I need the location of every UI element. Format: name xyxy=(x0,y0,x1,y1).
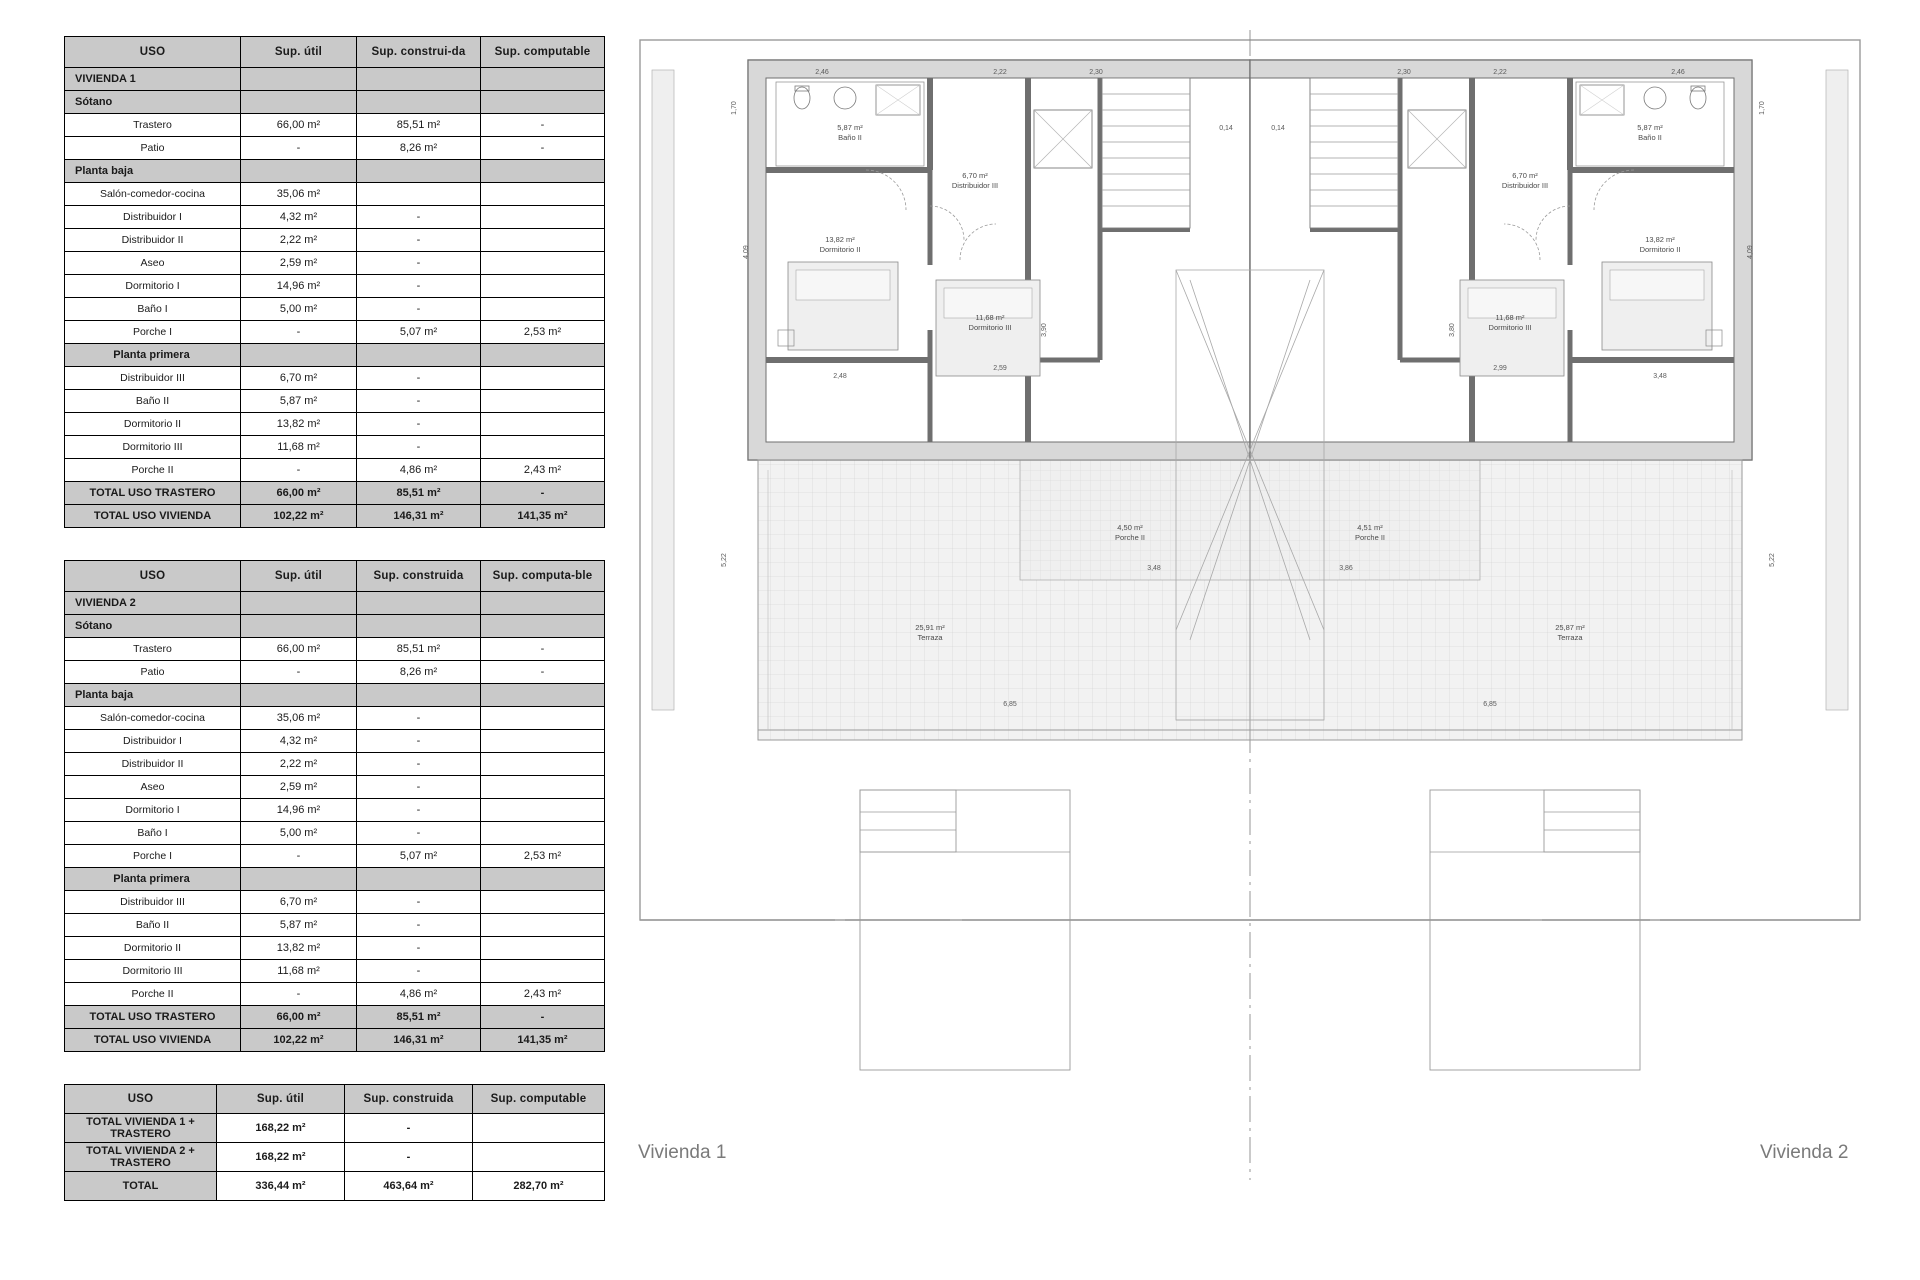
cell: 2,59 m² xyxy=(241,776,357,799)
cell: 14,96 m² xyxy=(241,799,357,822)
cell: - xyxy=(345,1114,473,1143)
room-label-terraza-right: Terraza xyxy=(1557,633,1583,642)
row-label: TOTAL VIVIENDA 2 + TRASTERO xyxy=(65,1143,217,1172)
cell xyxy=(357,183,481,206)
cell: 66,00 m² xyxy=(241,482,357,505)
cell: 2,22 m² xyxy=(241,753,357,776)
row-label: Porche II xyxy=(65,459,241,482)
table-row xyxy=(65,321,605,344)
table-row xyxy=(65,776,605,799)
svg-text:0,14: 0,14 xyxy=(1271,125,1285,132)
cell: 5,07 m² xyxy=(357,321,481,344)
row-label: Dormitorio II xyxy=(65,413,241,436)
cell xyxy=(357,344,481,367)
table-row xyxy=(65,229,605,252)
room-area-dormitorio-iii-right: 11,68 m² xyxy=(1495,313,1525,322)
table-row xyxy=(65,1114,605,1143)
cell: 4,32 m² xyxy=(241,206,357,229)
cell xyxy=(481,753,605,776)
cell: 6,70 m² xyxy=(241,891,357,914)
col-header-sup-construida: Sup. construida xyxy=(357,561,481,592)
cell xyxy=(481,252,605,275)
svg-text:1,70: 1,70 xyxy=(731,101,738,115)
cell: 85,51 m² xyxy=(357,114,481,137)
svg-text:1,70: 1,70 xyxy=(1759,101,1766,115)
row-label: Planta primera xyxy=(65,868,241,891)
cell: - xyxy=(357,822,481,845)
row-label: Trastero xyxy=(65,638,241,661)
cell xyxy=(481,229,605,252)
row-label: Porche I xyxy=(65,845,241,868)
cell: - xyxy=(345,1143,473,1172)
row-label: Distribuidor I xyxy=(65,206,241,229)
cell: - xyxy=(357,707,481,730)
row-label: TOTAL USO TRASTERO xyxy=(65,1006,241,1029)
cell: 102,22 m² xyxy=(241,505,357,528)
cell: 35,06 m² xyxy=(241,707,357,730)
row-label: VIVIENDA 2 xyxy=(65,592,241,615)
room-area-dormitorio-ii-right: 13,82 m² xyxy=(1645,235,1675,244)
cell: - xyxy=(357,960,481,983)
row-label: Baño I xyxy=(65,822,241,845)
cell xyxy=(481,68,605,91)
cell: 11,68 m² xyxy=(241,960,357,983)
cell: - xyxy=(357,436,481,459)
cell: - xyxy=(241,459,357,482)
table-row xyxy=(65,592,605,615)
cell: - xyxy=(357,390,481,413)
surface-tables-column xyxy=(64,36,604,1233)
col-header-uso: USO xyxy=(65,1085,217,1114)
table-row xyxy=(65,160,605,183)
cell xyxy=(481,183,605,206)
table-row xyxy=(65,983,605,1006)
cell xyxy=(241,615,357,638)
cell: - xyxy=(357,298,481,321)
cell xyxy=(481,730,605,753)
svg-text:2,46: 2,46 xyxy=(815,69,829,76)
room-area-bano-ii-left: 5,87 m² xyxy=(837,123,863,132)
room-area-dormitorio-iii-left: 11,68 m² xyxy=(975,313,1005,322)
cell xyxy=(481,367,605,390)
cell: 2,53 m² xyxy=(481,321,605,344)
cell: 146,31 m² xyxy=(357,1029,481,1052)
room-label-bano-ii-left: Baño II xyxy=(838,133,862,142)
row-label: Distribuidor II xyxy=(65,229,241,252)
room-area-terraza-left: 25,91 m² xyxy=(915,623,945,632)
cell: 168,22 m² xyxy=(217,1114,345,1143)
table-row xyxy=(65,275,605,298)
svg-text:3,86: 3,86 xyxy=(1339,565,1353,572)
table-row xyxy=(65,390,605,413)
table-row xyxy=(65,298,605,321)
cell: - xyxy=(241,137,357,160)
col-header-sup-util: Sup. útil xyxy=(241,561,357,592)
cell: - xyxy=(241,321,357,344)
row-label: Baño II xyxy=(65,390,241,413)
table-vivienda-1 xyxy=(64,36,605,528)
row-label: Dormitorio III xyxy=(65,436,241,459)
svg-text:4,09: 4,09 xyxy=(1747,245,1754,259)
svg-text:2,99: 2,99 xyxy=(1493,365,1507,372)
svg-text:6,85: 6,85 xyxy=(1483,701,1497,708)
row-label: Distribuidor II xyxy=(65,753,241,776)
col-header-sup-construida: Sup. construida xyxy=(345,1085,473,1114)
cell: 5,87 m² xyxy=(241,914,357,937)
col-header-sup-computable: Sup. computable xyxy=(473,1085,605,1114)
cell: 4,86 m² xyxy=(357,459,481,482)
cell xyxy=(481,891,605,914)
cell xyxy=(481,298,605,321)
table-row xyxy=(65,615,605,638)
cell: - xyxy=(357,799,481,822)
row-label: Sótano xyxy=(65,615,241,638)
table-row xyxy=(65,661,605,684)
svg-text:3,48: 3,48 xyxy=(1147,565,1161,572)
row-label: TOTAL xyxy=(65,1172,217,1201)
room-label-distribuidor-iii-left: Distribuidor III xyxy=(951,181,999,190)
cell: 2,59 m² xyxy=(241,252,357,275)
col-header-sup-computable: Sup. computa-ble xyxy=(481,561,605,592)
table-row xyxy=(65,206,605,229)
cell xyxy=(481,413,605,436)
row-label: Sótano xyxy=(65,91,241,114)
cell: 13,82 m² xyxy=(241,413,357,436)
row-label: Patio xyxy=(65,137,241,160)
room-label-dormitorio-iii-right: Dormitorio III xyxy=(1488,323,1532,332)
svg-text:2,48: 2,48 xyxy=(833,373,847,380)
cell: - xyxy=(357,730,481,753)
row-label: Distribuidor I xyxy=(65,730,241,753)
cell: 2,22 m² xyxy=(241,229,357,252)
table-row xyxy=(65,914,605,937)
table-row xyxy=(65,482,605,505)
room-label-bano-ii-right: Baño II xyxy=(1638,133,1662,142)
row-label: Porche I xyxy=(65,321,241,344)
cell xyxy=(481,960,605,983)
cell: - xyxy=(241,661,357,684)
row-label: Porche II xyxy=(65,983,241,1006)
cell: - xyxy=(357,937,481,960)
cell: 85,51 m² xyxy=(357,1006,481,1029)
floor-plan-drawing xyxy=(630,30,1870,1180)
cell: - xyxy=(357,891,481,914)
room-label-distribuidor-iii-right: Distribuidor III xyxy=(1501,181,1549,190)
cell: 5,00 m² xyxy=(241,298,357,321)
cell: 13,82 m² xyxy=(241,937,357,960)
cell: 6,70 m² xyxy=(241,367,357,390)
table-row xyxy=(65,730,605,753)
row-label: TOTAL USO VIVIENDA xyxy=(65,505,241,528)
table-row xyxy=(65,68,605,91)
svg-text:2,22: 2,22 xyxy=(993,69,1007,76)
cell: - xyxy=(481,137,605,160)
row-label: VIVIENDA 1 xyxy=(65,68,241,91)
row-label: Aseo xyxy=(65,252,241,275)
svg-text:5,22: 5,22 xyxy=(721,553,728,567)
cell xyxy=(481,275,605,298)
cell: - xyxy=(481,638,605,661)
cell xyxy=(481,799,605,822)
cell xyxy=(481,592,605,615)
table-row xyxy=(65,1029,605,1052)
col-header-sup-util: Sup. útil xyxy=(241,37,357,68)
table-row xyxy=(65,183,605,206)
table-row xyxy=(65,684,605,707)
table-row xyxy=(65,799,605,822)
table-row xyxy=(65,505,605,528)
cell xyxy=(481,615,605,638)
room-label-dormitorio-ii-left: Dormitorio II xyxy=(819,245,861,254)
cell: - xyxy=(481,482,605,505)
cell xyxy=(357,592,481,615)
cell: - xyxy=(241,845,357,868)
cell: 2,43 m² xyxy=(481,459,605,482)
cell xyxy=(241,160,357,183)
svg-text:2,59: 2,59 xyxy=(993,365,1007,372)
table-header-row xyxy=(65,1085,605,1114)
cell: 5,87 m² xyxy=(241,390,357,413)
room-area-porche-ii-right: 4,51 m² xyxy=(1357,523,1383,532)
row-label: Patio xyxy=(65,661,241,684)
row-label: Salón-comedor-cocina xyxy=(65,707,241,730)
table-header-row xyxy=(65,561,605,592)
room-area-porche-ii-left: 4,50 m² xyxy=(1117,523,1143,532)
cell xyxy=(241,868,357,891)
cell xyxy=(481,776,605,799)
row-label: Trastero xyxy=(65,114,241,137)
row-label: Baño II xyxy=(65,914,241,937)
cell: 146,31 m² xyxy=(357,505,481,528)
cell xyxy=(357,68,481,91)
row-label: Planta primera xyxy=(65,344,241,367)
cell: - xyxy=(357,753,481,776)
svg-text:3,80: 3,80 xyxy=(1449,323,1456,337)
cell: 4,86 m² xyxy=(357,983,481,1006)
cell: - xyxy=(357,229,481,252)
cell: - xyxy=(241,983,357,1006)
room-label-dormitorio-iii-left: Dormitorio III xyxy=(968,323,1012,332)
table-header-row xyxy=(65,37,605,68)
cell xyxy=(357,868,481,891)
cell xyxy=(481,707,605,730)
col-header-sup-computable: Sup. computable xyxy=(481,37,605,68)
cell xyxy=(481,937,605,960)
cell: 282,70 m² xyxy=(473,1172,605,1201)
table-row xyxy=(65,868,605,891)
row-label: Dormitorio I xyxy=(65,799,241,822)
cell: 66,00 m² xyxy=(241,1006,357,1029)
cell: 168,22 m² xyxy=(217,1143,345,1172)
table-row xyxy=(65,937,605,960)
table-row xyxy=(65,137,605,160)
svg-text:6,85: 6,85 xyxy=(1003,701,1017,708)
cell xyxy=(481,344,605,367)
table-row xyxy=(65,114,605,137)
cell: 66,00 m² xyxy=(241,114,357,137)
svg-text:4,09: 4,09 xyxy=(743,245,750,259)
svg-text:3,90: 3,90 xyxy=(1041,323,1048,337)
table-row xyxy=(65,891,605,914)
cell: 463,64 m² xyxy=(345,1172,473,1201)
plan-label-vivienda-2: Vivienda 2 xyxy=(1760,1142,1849,1163)
room-label-porche-ii-left: Porche II xyxy=(1114,533,1146,542)
cell: - xyxy=(357,914,481,937)
cell xyxy=(357,684,481,707)
cell xyxy=(481,822,605,845)
plan-label-vivienda-1: Vivienda 1 xyxy=(638,1142,727,1163)
cell xyxy=(481,206,605,229)
cell: 5,00 m² xyxy=(241,822,357,845)
cell: - xyxy=(481,661,605,684)
cell xyxy=(357,160,481,183)
cell: 85,51 m² xyxy=(357,638,481,661)
cell xyxy=(481,390,605,413)
table-totales xyxy=(64,1084,605,1201)
row-label: Planta baja xyxy=(65,160,241,183)
cell xyxy=(473,1143,605,1172)
cell xyxy=(481,91,605,114)
cell: 4,32 m² xyxy=(241,730,357,753)
table-row xyxy=(65,845,605,868)
row-label: Distribuidor III xyxy=(65,891,241,914)
row-label: TOTAL VIVIENDA 1 + TRASTERO xyxy=(65,1114,217,1143)
table-row xyxy=(65,413,605,436)
cell: 11,68 m² xyxy=(241,436,357,459)
cell: 8,26 m² xyxy=(357,661,481,684)
cell: - xyxy=(481,1006,605,1029)
svg-text:5,22: 5,22 xyxy=(1769,553,1776,567)
table-row xyxy=(65,707,605,730)
cell: - xyxy=(357,413,481,436)
table-row xyxy=(65,459,605,482)
room-area-dormitorio-ii-left: 13,82 m² xyxy=(825,235,855,244)
row-label: Aseo xyxy=(65,776,241,799)
row-label: Baño I xyxy=(65,298,241,321)
room-area-terraza-right: 25,87 m² xyxy=(1555,623,1585,632)
table-row xyxy=(65,822,605,845)
table-vivienda-2 xyxy=(64,560,605,1052)
table-row xyxy=(65,367,605,390)
svg-text:2,30: 2,30 xyxy=(1089,69,1103,76)
cell: 66,00 m² xyxy=(241,638,357,661)
room-area-bano-ii-right: 5,87 m² xyxy=(1637,123,1663,132)
cell xyxy=(357,615,481,638)
row-label: TOTAL USO TRASTERO xyxy=(65,482,241,505)
svg-text:3,48: 3,48 xyxy=(1653,373,1667,380)
row-label: Planta baja xyxy=(65,684,241,707)
table-row xyxy=(65,638,605,661)
cell: 85,51 m² xyxy=(357,482,481,505)
cell: 2,53 m² xyxy=(481,845,605,868)
row-label: Dormitorio I xyxy=(65,275,241,298)
cell xyxy=(241,344,357,367)
cell xyxy=(481,868,605,891)
table-row xyxy=(65,1172,605,1201)
cell: - xyxy=(481,114,605,137)
cell xyxy=(241,91,357,114)
cell: 8,26 m² xyxy=(357,137,481,160)
col-header-uso: USO xyxy=(65,561,241,592)
cell: - xyxy=(357,275,481,298)
table-row xyxy=(65,252,605,275)
row-label: Salón-comedor-cocina xyxy=(65,183,241,206)
cell: 5,07 m² xyxy=(357,845,481,868)
cell xyxy=(481,436,605,459)
cell: 35,06 m² xyxy=(241,183,357,206)
cell: 2,43 m² xyxy=(481,983,605,1006)
svg-text:2,30: 2,30 xyxy=(1397,69,1411,76)
cell xyxy=(481,684,605,707)
svg-text:2,22: 2,22 xyxy=(1493,69,1507,76)
table-row xyxy=(65,753,605,776)
cell: 14,96 m² xyxy=(241,275,357,298)
cell xyxy=(473,1114,605,1143)
room-area-distribuidor-iii-right: 6,70 m² xyxy=(1512,171,1538,180)
col-header-sup-construida: Sup. construi-da xyxy=(357,37,481,68)
svg-text:0,14: 0,14 xyxy=(1219,125,1233,132)
room-label-dormitorio-ii-right: Dormitorio II xyxy=(1639,245,1681,254)
cell: - xyxy=(357,206,481,229)
row-label: Dormitorio II xyxy=(65,937,241,960)
cell xyxy=(241,592,357,615)
row-label: Dormitorio III xyxy=(65,960,241,983)
svg-text:2,46: 2,46 xyxy=(1671,69,1685,76)
room-label-porche-ii-right: Porche II xyxy=(1354,533,1386,542)
table-row xyxy=(65,436,605,459)
cell: - xyxy=(357,776,481,799)
cell: - xyxy=(357,252,481,275)
cell xyxy=(241,68,357,91)
cell: 336,44 m² xyxy=(217,1172,345,1201)
room-label-terraza-left: Terraza xyxy=(917,633,943,642)
cell xyxy=(357,91,481,114)
cell xyxy=(241,684,357,707)
cell: 141,35 m² xyxy=(481,1029,605,1052)
room-area-distribuidor-iii-left: 6,70 m² xyxy=(962,171,988,180)
cell xyxy=(481,160,605,183)
col-header-sup-util: Sup. útil xyxy=(217,1085,345,1114)
table-row xyxy=(65,344,605,367)
cell: 102,22 m² xyxy=(241,1029,357,1052)
col-header-uso: USO xyxy=(65,37,241,68)
row-label: TOTAL USO VIVIENDA xyxy=(65,1029,241,1052)
cell: - xyxy=(357,367,481,390)
table-row xyxy=(65,1006,605,1029)
table-row xyxy=(65,1143,605,1172)
row-label: Distribuidor III xyxy=(65,367,241,390)
cell xyxy=(481,914,605,937)
cell: 141,35 m² xyxy=(481,505,605,528)
table-row xyxy=(65,91,605,114)
table-row xyxy=(65,960,605,983)
